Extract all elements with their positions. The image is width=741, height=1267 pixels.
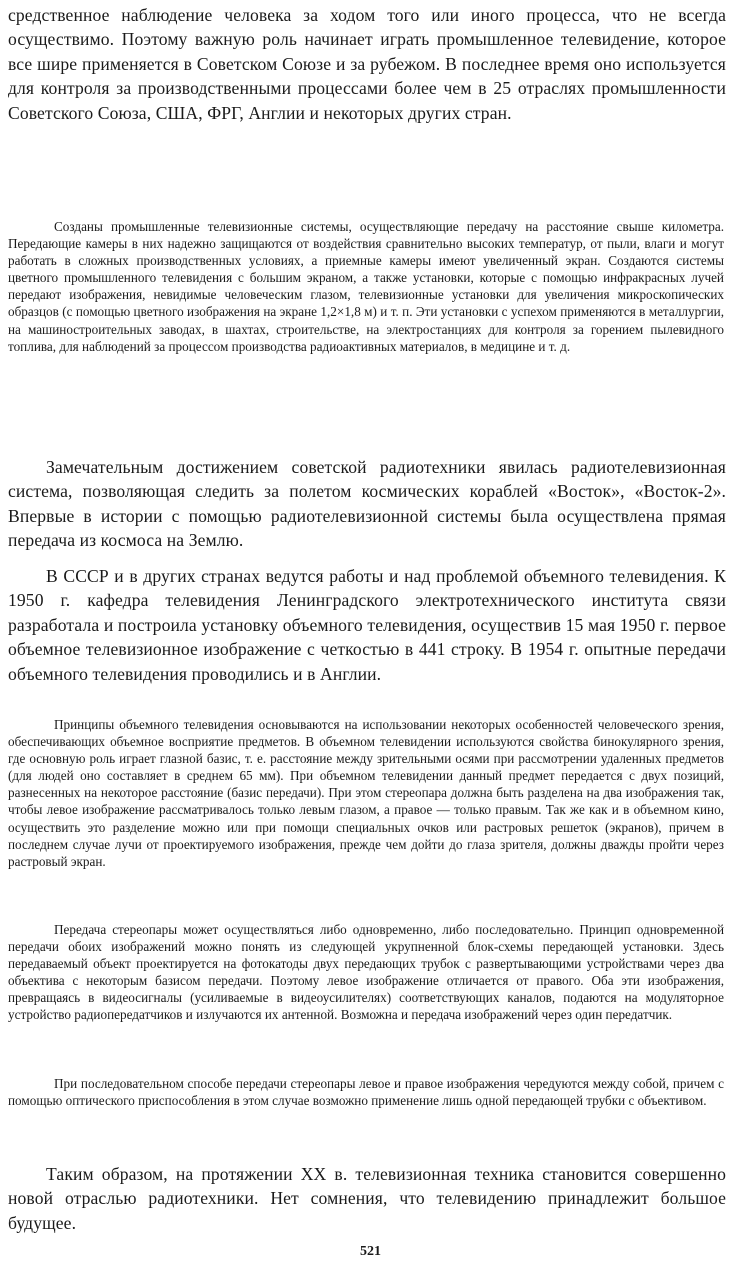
smallprint-stereo-principles: Принципы объемного телевидения основываются на использовании некоторых особенностей человеческого зрения, обеспечивающих объемное восприятие предметов. В объемном телевидении используются свойства бинокулярного зрения, где основную роль играет глазной базис, т. е. расстояние между зрительными осями при рассмотрении удаленных предметов (для людей оно составляет в среднем 65 мм). При объемном телевидении данный предмет передается с двух позиций, разнесенных на некоторое расстояние (базис передачи). При этом стереопара должна быть разделена на два изображения так, чтобы левое изображение рассматривалось только левым глазом, а правое — только правым. Так же как и в объемном кино, осуществить это разделение можно или при помощи специальных очков или растровых решеток (экранов), причем в последнем случае лучи от проектируемого изображения, прежде чем дойти до глаза зрителя, должны дважды пройти через растровый экран.	[8, 717, 724, 869]
paragraph-conclusion: Таким образом, на протяжении XX в. телевизионная техника становится совершенно новой отраслью радиотехники. Нет сомнения, что телевидению принадлежит большое будущее.	[8, 1164, 726, 1233]
smallprint-stereo-transmission: Передача стереопары может осуществляться либо одновременно, либо последовательно. Принцип одновременной передачи обоих изображений можно понять из следующей укрупненной блок-схемы передающей установки. Здесь передаваемый объект проектируется на фотокатоды двух передающих трубок с развертывающими устройствами через два объектива с некоторым базисом передачи. Поэтому левое изображение отличается от правого. Оба эти изображения, превращаясь в видеосигналы (усиливаемые в видеоусилителях) соответствующих каналов, подаются на модуляторное устройство радиопередатчиков и излучаются их антенной. Возможна и передача изображений через один передатчик.	[8, 922, 724, 1023]
paragraph-stereo-tv-research: В СССР и в других странах ведутся работы и над проблемой объемного телевидения. К 1950 г. кафедра телевидения Ленинградского электротехнического института связи разработала и построила установку объемного телевидения, осуществив 15 мая 1950 г. первое объемное телевизионное изображение с четкостью в 441 строку. В 1954 г. опытные передачи объемного телевидения проводились и в Англии.	[8, 566, 726, 684]
smallprint-industrial-tv-systems: Созданы промышленные телевизионные системы, осуществляющие передачу на расстояние свыше километра. Передающие камеры в них надежно защищаются от воздействия сравнительно высоких температур, от пыли, влаги и могут работать в сложных производственных условиях, а приемные камеры имеют увеличенный экран. Создаются системы цветного промышленного телевидения с большим экраном, а также установки, которые с помощью инфракрасных лучей передают изображения, невидимые человеческим глазом, телевизионные установки для увеличения микроскопических образцов (с помощью цветного изображения на экране 1,2×1,8 м) и т. п. Эти установки с успехом применяются в металлургии, на машиностроительных заводах, в шахтах, строительстве, на электростанциях для контроля за горением пылевидного топлива, для наблюдений за процессом производства радиоактивных материалов, в медицине и т. д.	[8, 219, 724, 354]
smallprint-sequential-transmission: При последовательном способе передачи стереопары левое и правое изображения чередуются между собой, причем с помощью оптического приспособления в этом случае возможно применение лишь одной передающей трубки с объективом.	[8, 1076, 724, 1109]
paragraph-vostok-system: Замечательным достижением советской радиотехники явилась радиотелевизионная система, позволяющая следить за полетом космических кораблей «Восток», «Восток-2». Впервые в истории с помощью радиотелевизионной системы была осуществлена прямая передача из космоса на Землю.	[8, 457, 726, 551]
page-number: 521	[360, 1244, 381, 1259]
paragraph-industrial-tv-intro: средственное наблюдение человека за ходом того или иного процесса, что не всегда осуществимо. Поэтому важную роль начинает играть промышленное телевидение, которое все шире применяется в Советском Союзе и за рубежом. В последнее время оно используется для контроля за производственными процессами более чем в 25 отраслях промышленности Советского Союза, США, ФРГ, Англии и некоторых других стран.	[8, 5, 726, 123]
